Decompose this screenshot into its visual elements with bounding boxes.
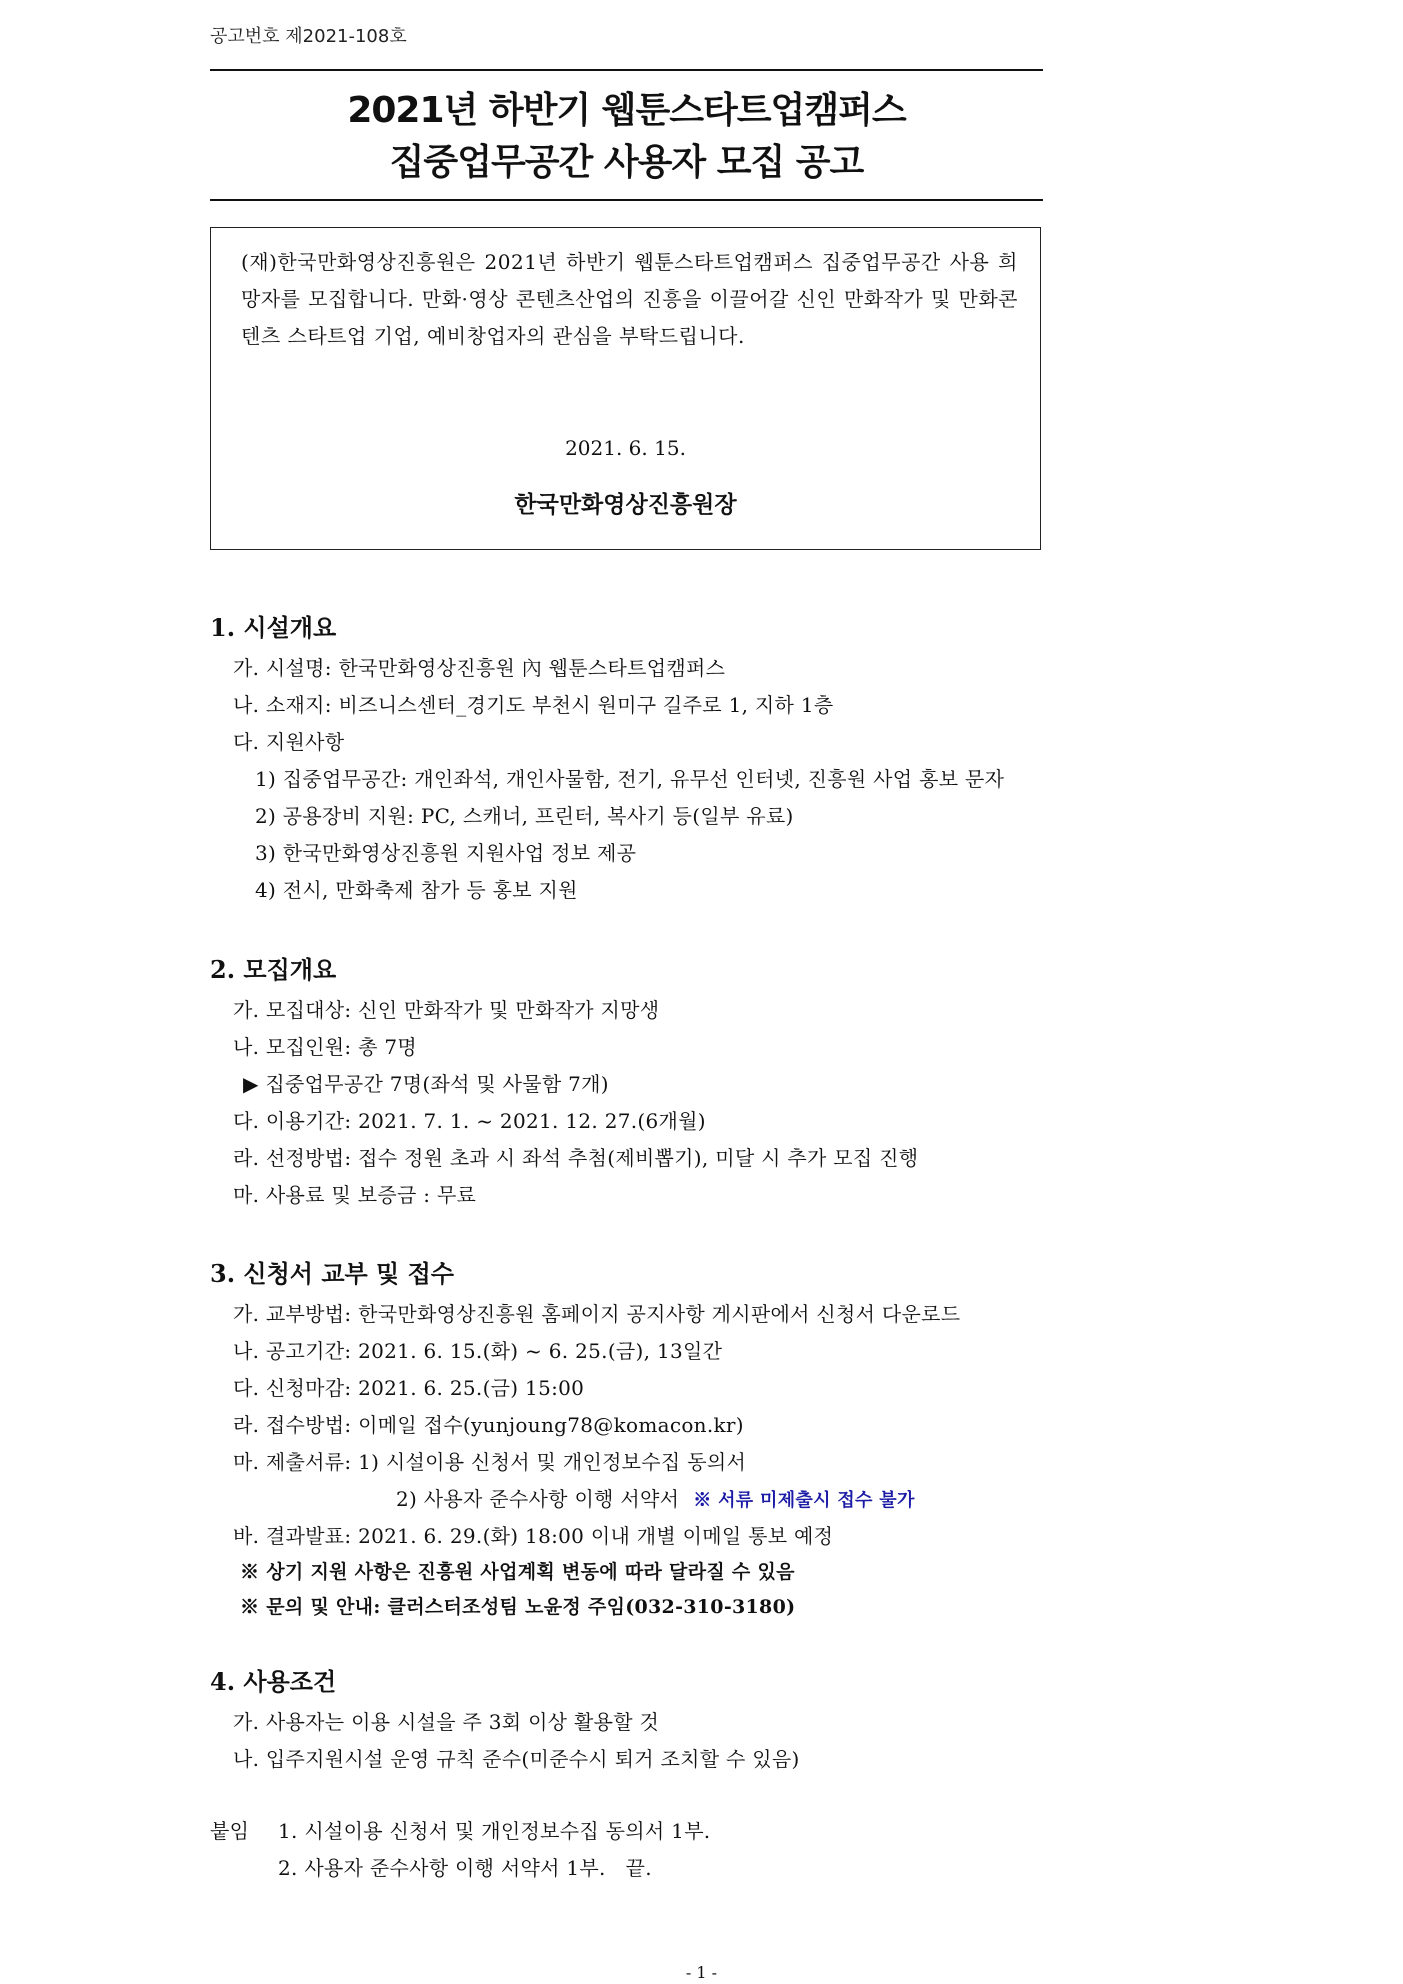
title-line-1: 2021년 하반기 웹툰스타트업캠퍼스: [347, 90, 906, 131]
docs-item-2: 2) 사용자 준수사항 이행 서약서: [396, 1487, 680, 1511]
section-2-item: 나. 모집인원: 총 7명: [233, 1035, 418, 1059]
title-line-2: 집중업무공간 사용자 모집 공고: [389, 142, 864, 183]
section-4-heading: 4. 사용조건: [210, 1667, 337, 1696]
section-1-item: 나. 소재지: 비즈니스센터_경기도 부천시 원미구 길주로 1, 지하 1층: [233, 693, 834, 717]
docs-warning: ※ 서류 미제출시 접수 불가: [693, 1490, 915, 1511]
section-2-item: 마. 사용료 및 보증금 : 무료: [233, 1183, 477, 1207]
section-3-item: 다. 신청마감: 2021. 6. 25.(금) 15:00: [233, 1376, 585, 1400]
section-1-item: 다. 지원사항: [233, 730, 345, 754]
section-3-result: 바. 결과발표: 2021. 6. 29.(화) 18:00 이내 개별 이메일 통보 예정: [233, 1524, 834, 1548]
section-2-item: 라. 선정방법: 접수 정원 초과 시 좌석 추첨(제비뽑기), 미달 시 추가 모집 진행: [233, 1146, 919, 1170]
title-bottom-rule: [210, 199, 1043, 201]
section-4-item: 가. 사용자는 이용 시설을 주 3회 이상 활용할 것: [233, 1710, 660, 1734]
section-3-note: ※ 상기 지원 사항은 진흥원 사업계획 변동에 따라 달라질 수 있음: [240, 1561, 795, 1583]
section-1-subitem: 4) 전시, 만화축제 참가 등 홍보 지원: [255, 878, 578, 902]
section-1-item: 가. 시설명: 한국만화영상진흥원 內 웹툰스타트업캠퍼스: [233, 656, 726, 680]
title-top-rule: [210, 69, 1043, 71]
section-3-docs-line-2: [396, 1483, 915, 1512]
section-3-item: 가. 교부방법: 한국만화영상진흥원 홈페이지 공지사항 게시판에서 신청서 다운로드: [233, 1302, 961, 1326]
intro-text: (재)한국만화영상진흥원은 2021년 하반기 웹툰스타트업캠퍼스 집중업무공간 사용 희망자를 모집합니다. 만화·영상 콘텐츠산업의 진흥을 이끌어갈 신인 만화작가 및 만화콘텐츠 스타트업 기업, 예비창업자의 관심을 부탁드립니다.: [241, 250, 1018, 348]
section-1-heading: 1. 시설개요: [210, 613, 337, 642]
attachment-item: 1. 시설이용 신청서 및 개인정보수집 동의서 1부.: [278, 1819, 711, 1843]
section-2-item: 가. 모집대상: 신인 만화작가 및 만화작가 지망생: [233, 998, 660, 1022]
notice-number: 공고번호 제2021-108호: [210, 26, 407, 47]
section-2-item: ▶ 집중업무공간 7명(좌석 및 사물함 7개): [243, 1072, 609, 1096]
document-title: [210, 85, 1043, 189]
attachments-label: 붙임: [210, 1819, 250, 1843]
section-2-item: 다. 이용기간: 2021. 7. 1. ~ 2021. 12. 27.(6개월): [233, 1109, 706, 1133]
section-1-subitem: 2) 공용장비 지원: PC, 스캐너, 프린터, 복사기 등(일부 유료): [255, 804, 794, 828]
section-3-heading: 3. 신청서 교부 및 접수: [210, 1259, 454, 1288]
section-3-note: ※ 문의 및 안내: 클러스터조성팀 노윤정 주임(032-310-3180): [240, 1596, 796, 1618]
section-3-item: 나. 공고기간: 2021. 6. 15.(화) ~ 6. 25.(금), 13일간: [233, 1339, 723, 1363]
intro-box: [210, 227, 1041, 550]
section-4-item: 나. 입주지원시설 운영 규칙 준수(미준수시 퇴거 조치할 수 있음): [233, 1747, 800, 1771]
page-number: - 1 -: [685, 1963, 718, 1982]
intro-signature: 한국만화영상진흥원장: [514, 491, 737, 518]
section-1-subitem: 3) 한국만화영상진흥원 지원사업 정보 제공: [255, 841, 637, 865]
section-1-subitem: 1) 집중업무공간: 개인좌석, 개인사물함, 전기, 유무선 인터넷, 진흥원 사업 홍보 문자: [255, 767, 1005, 791]
section-3-item: 라. 접수방법: 이메일 접수(yunjoung78@komacon.kr): [233, 1413, 744, 1437]
section-2-heading: 2. 모집개요: [210, 955, 337, 984]
section-3-item: 마. 제출서류: 1) 시설이용 신청서 및 개인정보수집 동의서: [233, 1450, 747, 1474]
attachment-item: 2. 사용자 준수사항 이행 서약서 1부. 끝.: [278, 1856, 652, 1880]
intro-date: 2021. 6. 15.: [565, 436, 686, 460]
